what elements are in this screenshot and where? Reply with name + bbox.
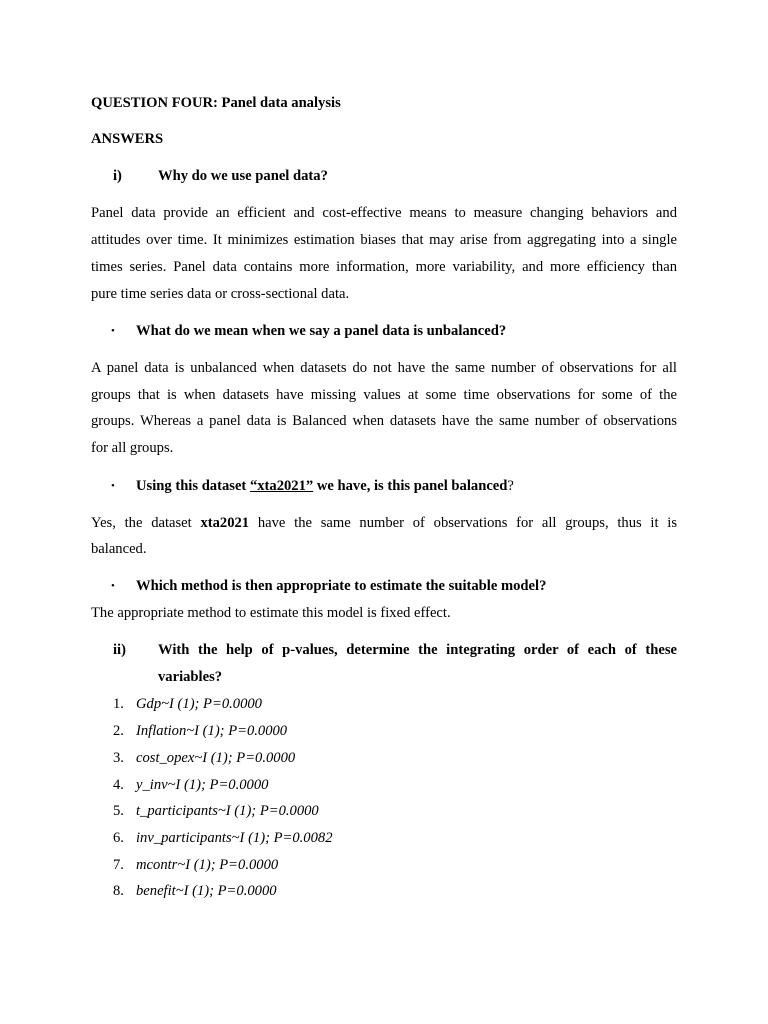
paragraph-line: groups that is when datasets have missing values at some time observations for some of the — [91, 387, 677, 403]
list-item: Gdp~I (1); P=0.0000 — [136, 696, 262, 712]
method-question: Which method is then appropriate to estimate the suitable model? — [136, 578, 547, 594]
paragraph-line: for all groups. — [91, 440, 174, 456]
list-item: Inflation~I (1); P=0.0000 — [136, 723, 288, 739]
dataset-question-end: ? — [507, 478, 514, 494]
list-item: y_inv~I (1); P=0.0000 — [136, 777, 269, 793]
list-item: t_participants~I (1); P=0.0000 — [136, 803, 319, 819]
list-number: 7. — [113, 857, 124, 873]
unbalanced-question: What do we mean when we say a panel data is unbalanced? — [136, 323, 507, 339]
bullet-icon: • — [111, 325, 115, 337]
list-number: 3. — [113, 750, 124, 766]
paragraph-line: pure time series data or cross-sectional data. — [91, 286, 350, 302]
section-i-marker: i) — [113, 168, 122, 184]
paragraph-line: groups. Whereas a panel data is Balanced when datasets have the same number of observations — [91, 413, 677, 429]
dataset-answer-name: xta2021 — [200, 515, 250, 531]
paragraph-line: Panel data provide an efficient and cost-effective means to measure changing behaviors and — [91, 205, 677, 221]
question-title: QUESTION FOUR: Panel data analysis — [91, 95, 341, 111]
dataset-answer — [91, 514, 677, 532]
list-number: 5. — [113, 803, 124, 819]
dataset-answer-prefix: Yes, the dataset — [91, 515, 201, 531]
paragraph-line: times series. Panel data contains more information, more variability, and more efficiency than — [91, 259, 677, 275]
list-number: 4. — [113, 777, 124, 793]
list-number: 6. — [113, 830, 124, 846]
list-item: cost_opex~I (1); P=0.0000 — [136, 750, 296, 766]
answers-heading: ANSWERS — [91, 131, 164, 147]
list-number: 2. — [113, 723, 124, 739]
section-ii-question-line: variables? — [158, 669, 223, 685]
paragraph-line: A panel data is unbalanced when datasets do not have the same number of observations for all — [91, 360, 677, 376]
list-number: 8. — [113, 883, 124, 899]
bullet-icon: • — [111, 480, 115, 492]
dataset-question-prefix: Using this dataset — [136, 478, 250, 494]
dataset-question — [136, 477, 514, 495]
list-item: mcontr~I (1); P=0.0000 — [136, 857, 279, 873]
list-item: benefit~I (1); P=0.0000 — [136, 883, 277, 899]
list-item: inv_participants~I (1); P=0.0082 — [136, 830, 333, 846]
dataset-question-mid: we have, is this panel balanced — [313, 478, 508, 494]
section-i-question: Why do we use panel data? — [158, 168, 328, 184]
dataset-answer-rest: have the same number of observations for all groups, thus it is — [249, 515, 677, 531]
dataset-name: “xta2021” — [249, 478, 314, 494]
bullet-icon: • — [111, 580, 115, 592]
method-answer: The appropriate method to estimate this model is fixed effect. — [91, 605, 451, 621]
paragraph-line: attitudes over time. It minimizes estimation biases that may arise from aggregating into a single — [91, 232, 677, 248]
section-ii-question-line: With the help of p-values, determine the integrating order of each of these — [158, 642, 677, 658]
section-ii-marker: ii) — [113, 642, 126, 658]
paragraph-line: balanced. — [91, 541, 147, 557]
list-number: 1. — [113, 696, 124, 712]
